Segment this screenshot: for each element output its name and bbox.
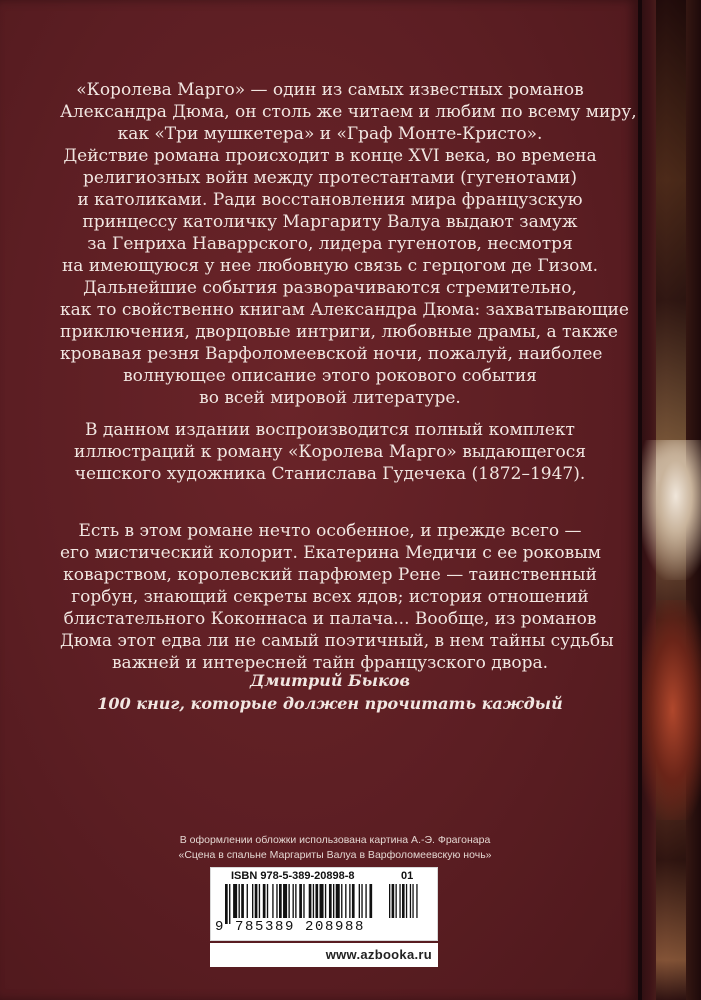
barcode-bar — [255, 884, 258, 918]
description-line: на имеющуюся у нее любовную связь с герцогом де Гизом. — [61, 256, 599, 276]
quote-line: его мистический колорит. Екатерина Медичи с ее роковым — [60, 543, 601, 563]
barcode-bar — [299, 884, 302, 918]
isbn-number: ISBN 978-5-389-20898-8 — [231, 870, 355, 882]
barcode-bar — [359, 884, 360, 918]
description-paragraph — [60, 79, 637, 409]
barcode-bar — [303, 884, 304, 918]
description-line: Дальнейшие события разворачиваются стремительно, — [83, 278, 577, 298]
barcode-addon-bar — [416, 884, 417, 918]
barcode-bar — [239, 884, 240, 918]
cover-credit-line: «Сцена в спальне Маргариты Валуа в Варфоломеевскую ночь» — [178, 849, 492, 861]
barcode-bar — [276, 884, 277, 918]
barcode-addon-bar — [402, 884, 405, 918]
description-line: Александра Дюма, он столь же читаем и любим по всему миру, — [60, 102, 637, 122]
barcode-bar — [320, 884, 324, 918]
barcode-bar — [259, 884, 260, 918]
barcode-addon-bar — [406, 884, 407, 918]
description-line: волнующее описание этого рокового события — [123, 366, 537, 386]
edition-note-paragraph — [60, 419, 600, 485]
barcode-bar — [365, 884, 366, 918]
barcode-bar — [313, 884, 314, 918]
barcode-bar — [352, 884, 355, 918]
barcode-bar — [349, 884, 350, 918]
description-line: за Генриха Наваррского, лидера гугенотов, несмотря — [87, 234, 573, 254]
edition-note-line: чешского художника Станислава Гудечека (1872–1947). — [74, 464, 586, 484]
description-line: приключения, дворцовые интриги, любовные драмы, а также — [60, 322, 618, 342]
edition-note-line: В данном издании воспроизводится полный комплект — [85, 420, 575, 440]
barcode-bar — [369, 884, 372, 918]
description-line: принцессу католичку Маргариту Валуа выдают замуж — [82, 212, 578, 232]
quote-line: горбун, знающий секреты всех ядов; история отношений — [71, 587, 589, 607]
description-line: как «Три мушкетера» и «Граф Монте-Кристо». — [117, 124, 543, 144]
barcode-bar — [309, 884, 312, 918]
barcode-addon: 01 — [401, 870, 414, 882]
quote-paragraph — [60, 520, 614, 674]
spine-painting-edge — [638, 0, 701, 1000]
barcode-bar — [293, 884, 294, 918]
barcode-bar — [329, 884, 332, 918]
barcode-bar — [247, 884, 248, 918]
cover-art-credit — [140, 833, 530, 863]
barcode-bar — [263, 884, 266, 918]
barcode-bar — [267, 884, 268, 918]
barcode-bar — [295, 884, 296, 918]
publisher-website: www.azbooka.ru — [210, 943, 438, 967]
barcode-bar — [279, 884, 282, 918]
barcode-bar — [225, 884, 228, 924]
barcode-bar — [233, 884, 237, 918]
spine-edge-shadow — [638, 0, 642, 1000]
quote-line: Есть в этом романе нечто особенное, и прежде всего — — [78, 521, 582, 541]
barcode-bar — [315, 884, 318, 918]
spine-painting-red-area — [638, 600, 701, 820]
barcode-bar — [361, 884, 362, 918]
quote-author: Дмитрий Быков — [250, 671, 410, 690]
barcode-addon-bar — [396, 884, 397, 918]
barcode-bar — [336, 884, 340, 918]
barcode-bar — [252, 884, 253, 918]
barcode-addon-bar — [399, 884, 400, 918]
barcode-addon-bar — [410, 884, 411, 918]
barcode-bar — [229, 884, 230, 924]
barcode-bar — [283, 884, 287, 918]
quote-line: блистательного Коконнаса и палача... Вообще, из романов — [63, 609, 597, 629]
description-line: «Королева Марго» — один из самых известных романов — [76, 80, 584, 100]
barcode-bar — [272, 884, 273, 918]
barcode-addon-bar — [389, 884, 390, 918]
barcode-bar — [288, 884, 289, 918]
quote-line: важней и интересней тайн французского двора. — [111, 653, 548, 673]
barcode-bar — [333, 884, 334, 918]
isbn-barcode — [210, 867, 438, 941]
barcode-addon-bar — [412, 884, 413, 918]
quote-source: 100 книг, которые должен прочитать каждый — [97, 694, 563, 713]
description-line: религиозных войн между протестантами (гугенотами) — [83, 168, 577, 188]
barcode-bar — [345, 884, 346, 918]
barcode-bar — [325, 884, 326, 918]
description-line: во всей мировой литературе. — [199, 388, 461, 408]
description-line: и католиками. Ради восстановления мира французскую — [77, 190, 583, 210]
description-line: Действие романа происходит в конце XVI века, во времена — [63, 146, 597, 166]
edition-note-line: иллюстраций к роману «Королева Марго» выдающегося — [74, 442, 586, 462]
quote-line: коварством, королевский парфюмер Рене — таинственный — [63, 565, 597, 585]
barcode-bar — [241, 884, 244, 918]
description-line: кровавая резня Варфоломеевской ночи, пожалуй, наиболее — [60, 344, 603, 364]
quote-line: Дюма этот едва ли не самый поэтичный, в нем тайны судьбы — [60, 631, 614, 651]
description-line: как то свойственно книгам Александра Дюма: захватывающие — [60, 300, 629, 320]
spine-painting-highlight — [638, 440, 701, 580]
cover-credit-line: В оформлении обложки использована картина А.-Э. Фрагонара — [179, 834, 491, 846]
ean-digits: 9 785389 208988 — [215, 919, 366, 935]
barcode-bar — [341, 884, 342, 918]
barcode-addon-bar — [392, 884, 395, 918]
